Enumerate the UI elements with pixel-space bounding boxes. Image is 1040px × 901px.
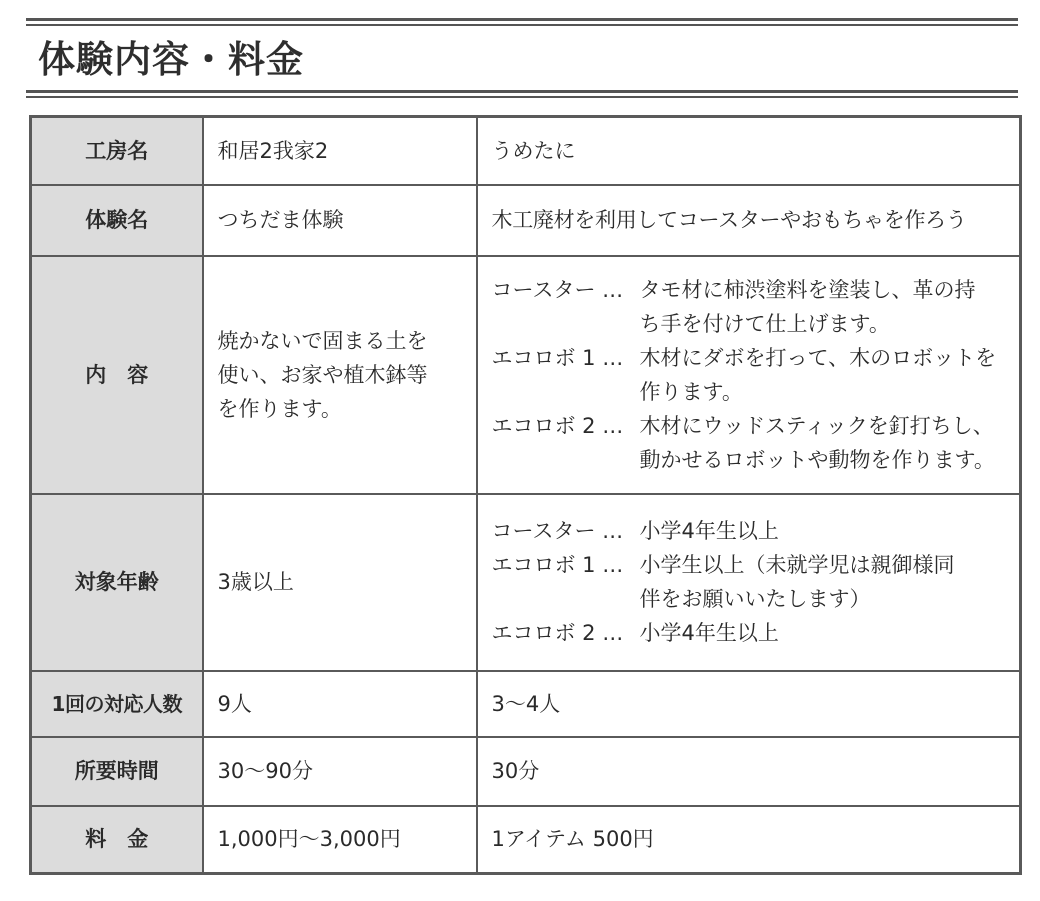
item-text: 小学4年生以上 <box>639 519 779 543</box>
cell-ninzu-b: 3～4人 <box>477 671 1021 737</box>
list-item <box>492 273 1006 341</box>
cell-naiyou-b <box>477 256 1021 494</box>
title-rule-bottom-thin <box>26 96 1018 98</box>
item-text: 動かせるロボットや動物を作ります。 <box>639 447 995 472</box>
item-label: エコロボ 1 … <box>491 345 624 370</box>
item-text: ち手を付けて仕上げます。 <box>639 311 890 336</box>
experience-table <box>29 115 1022 875</box>
item-text: 小学4年生以上 <box>639 621 779 645</box>
cell-ryoukin-a: 1,000円～3,000円 <box>203 806 477 874</box>
table-row <box>31 185 1021 256</box>
table-row <box>31 494 1021 671</box>
cell-ryoukin-b: 1アイテム 500円 <box>477 806 1021 874</box>
cell-jikan-b: 30分 <box>477 737 1021 806</box>
item-label: エコロボ 2 … <box>491 413 624 438</box>
list-item <box>492 341 1006 409</box>
item-text: 作ります。 <box>639 379 743 404</box>
title-rule-top <box>26 18 1018 21</box>
cell-naiyou-a: 焼かないで固まる土を 使い、お家や植木鉢等 を作ります。 <box>203 256 477 494</box>
list-item <box>492 514 1006 548</box>
row-header-ninzu: 1回の対応人数 <box>31 671 203 737</box>
cell-ninzu-a: 9人 <box>203 671 477 737</box>
item-label: エコロボ 2 … <box>491 621 624 645</box>
item-text: 伴をお願いいたします） <box>639 587 871 611</box>
item-label: エコロボ 1 … <box>491 553 624 577</box>
title-rule-bottom <box>26 90 1018 93</box>
cell-koubou-a: 和居2我家2 <box>203 117 477 185</box>
row-header-taiken: 体験名 <box>31 185 203 256</box>
item-text: 小学生以上（未就学児は親御様同 <box>639 553 955 577</box>
table-row <box>31 737 1021 806</box>
table-row <box>31 256 1021 494</box>
row-header-koubou: 工房名 <box>31 117 203 185</box>
item-text: 木材にウッドスティックを釘打ちし、 <box>639 413 994 438</box>
row-header-taishou: 対象年齢 <box>31 494 203 671</box>
item-text: 木材にダボを打って、木のロボットを <box>639 345 997 370</box>
cell-taishou-b <box>477 494 1021 671</box>
row-header-naiyou: 内 容 <box>31 256 203 494</box>
cell-taiken-b: 木工廃材を利用してコースターやおもちゃを作ろう <box>477 185 1021 256</box>
list-item <box>492 548 1006 616</box>
cell-jikan-a: 30～90分 <box>203 737 477 806</box>
cell-koubou-b: うめたに <box>477 117 1021 185</box>
item-label: コースター … <box>491 519 624 543</box>
table-row <box>31 671 1021 737</box>
page-title: 体験内容・料金 <box>38 38 304 81</box>
row-header-jikan: 所要時間 <box>31 737 203 806</box>
title-rule-top-thin <box>26 24 1018 26</box>
item-label: コースター … <box>491 277 624 302</box>
cell-taiken-a: つちだま体験 <box>203 185 477 256</box>
item-text: タモ材に柿渋塗料を塗装し、革の持 <box>639 277 976 302</box>
list-item <box>492 409 1006 477</box>
table-row <box>31 806 1021 874</box>
row-header-ryoukin: 料 金 <box>31 806 203 874</box>
cell-taishou-a: 3歳以上 <box>203 494 477 671</box>
table-row <box>31 117 1021 185</box>
list-item <box>492 616 1006 650</box>
